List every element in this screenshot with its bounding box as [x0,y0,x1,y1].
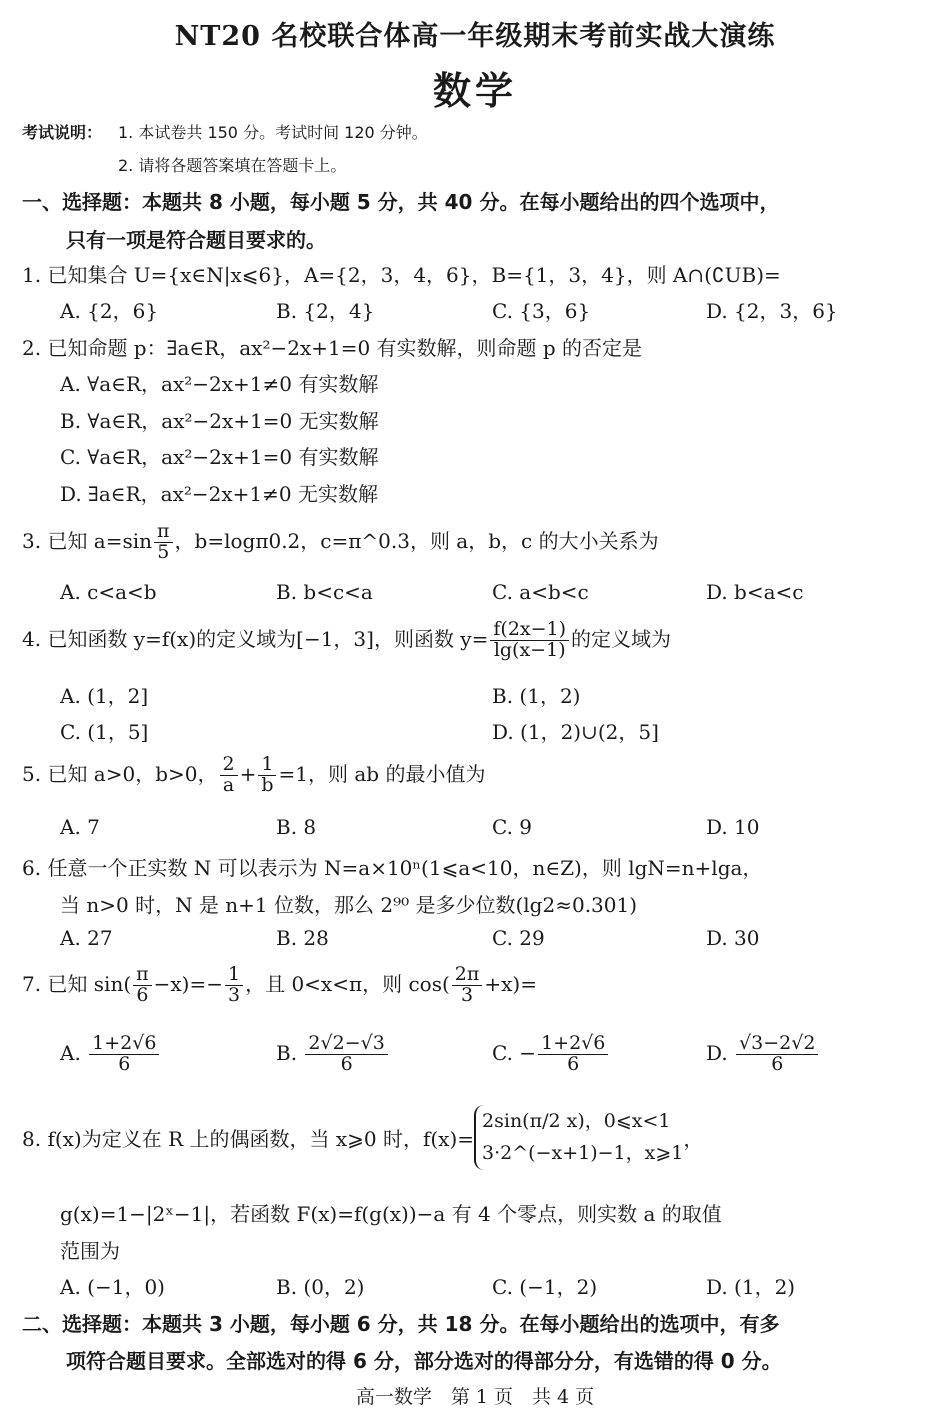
fraction: $\frac{2\pi}{3}$ [452,965,483,1006]
fraction: $\frac{\pi}{6}$ [133,965,152,1006]
q6-option-c: C. 29 [492,926,545,950]
section1-heading: 一、选择题：本题共 8 小题，每小题 5 分，共 40 分。在每小题给出的四个选项中， [22,190,780,214]
q1-option-c: C. {3，6} [492,299,591,323]
q4-option-a: A. (1，2] [60,684,149,708]
instruction-item-2: 2. 请将各题答案填在答题卡上。 [118,156,347,175]
fraction: $\frac{1}{3}$ [225,965,243,1006]
subject-title: 数学 [432,68,517,113]
section1-heading-cont: 只有一项是符合题目要求的。 [66,228,326,252]
q3-option-c: C. a<b<c [492,580,589,604]
q8-option-c: C. (−1，2) [492,1275,598,1299]
q1-option-d: D. {2，3，6} [706,299,838,323]
question-2-stem: 2. 已知命题 p：∃a∈R，ax²−2x+1=0 有实数解，则命题 p 的否定是 [22,336,643,360]
q6-option-a: A. 27 [60,926,113,950]
piecewise-brace: 2sin(π/2 x)，0⩽x<1 3·2^(−x+1)−1，x⩾1 [474,1105,683,1170]
question-5-stem: 5. 已知 a>0，b>0， $\frac{2}{a}$ + $\frac{1}{b}$ =1，则 ab 的最小值为 [22,753,486,796]
question-1-stem: 1. 已知集合 U={x∈N|x⩽6}，A={2，3，4，6}，B={1，3，4}，则 A∩(∁UB)= [22,263,781,287]
q7-option-b: B. $\frac{2√2-√3}{6}$ [276,1034,390,1075]
q6-option-b: B. 28 [276,926,329,950]
q1-option-b: B. {2，4} [276,299,375,323]
question-8-stem-cont2: 范围为 [60,1239,120,1263]
q2-option-b: B. ∀a∈R，ax²−2x+1=0 无实数解 [60,409,379,433]
q3-option-b: B. b<c<a [276,580,373,604]
q5-option-b: B. 8 [276,815,317,839]
q4-option-d: D. (1，2)∪(2，5] [492,720,659,744]
instructions-label: 考试说明： [22,123,103,142]
page-footer: 高一数学 第 1 页 共 4 页 [355,1386,595,1408]
q8-option-a: A. (−1，0) [60,1275,165,1299]
question-8-stem-cont: g(x)=1−|2ˣ−1|，若函数 F(x)=f(g(x))−a 有 4 个零点，则实数 a 的取值 [60,1202,722,1226]
q8-option-d: D. (1，2) [706,1275,796,1299]
q3-option-d: D. b<a<c [706,580,804,604]
question-4-stem: 4. 已知函数 y=f(x)的定义域为[−1，3]，则函数 y= $\frac{f(2x-1)}{\lg(x-1)}$ 的定义域为 [22,618,672,661]
section2-heading-cont: 项符合题目要求。全部选对的得 6 分，部分选对的得部分分，有选错的得 0 分。 [66,1349,782,1373]
instruction-item-1: 1. 本试卷共 150 分。考试时间 120 分钟。 [118,123,428,142]
section2-heading: 二、选择题：本题共 3 小题，每小题 6 分，共 18 分。在每小题给出的选项中，有多 [22,1312,780,1336]
q2-option-d: D. ∃a∈R，ax²−2x+1≠0 无实数解 [60,482,378,506]
question-8-stem: 8. f(x)为定义在 R 上的偶函数，当 x⩾0 时，f(x)=2sin(π/2 x)，0⩽x<1 3·2^(−x+1)−1，x⩾1， [22,1105,703,1170]
q2-option-c: C. ∀a∈R，ax²−2x+1=0 有实数解 [60,445,379,469]
exam-title: NT20 名校联合体高一年级期末考前实战大演练 [174,21,776,52]
q1-option-a: A. {2，6} [60,299,159,323]
q7-option-a: A. $\frac{1+2√6}{6}$ [60,1034,161,1075]
q5-option-d: D. 10 [706,815,760,839]
q7-option-c: C. − $\frac{1+2√6}{6}$ [492,1034,610,1075]
fraction: $\frac{2}{a}$ [220,755,238,796]
question-6-stem-cont: 当 n>0 时，N 是 n+1 位数，那么 2⁹⁰ 是多少位数(lg2≈0.301) [60,893,638,917]
q6-option-d: D. 30 [706,926,760,950]
q5-option-a: A. 7 [60,815,100,839]
q8-option-b: B. (0，2) [276,1275,365,1299]
q3-option-a: A. c<a<b [60,580,157,604]
q7-option-d: D. $\frac{√3-2√2}{6}$ [706,1034,820,1075]
question-3-stem: 3. 已知 a=sin $\frac{\pi}{5}$ ，b=logπ0.2，c=π^0.3，则 a，b，c 的大小关系为 [22,520,659,563]
fraction: $\frac{\pi}{5}$ [154,522,173,563]
q4-option-b: B. (1，2) [492,684,581,708]
question-7-stem: 7. 已知 sin( $\frac{\pi}{6}$ −x)=− $\frac{1}{3}$ ，且 0<x<π，则 cos( $\frac{2\pi}{3}$ +x)= [22,963,537,1006]
fraction: $\frac{1}{b}$ [258,755,276,796]
q5-option-c: C. 9 [492,815,533,839]
fraction: $\frac{f(2x-1)}{\lg(x-1)}$ [490,620,569,661]
q2-option-a: A. ∀a∈R，ax²−2x+1≠0 有实数解 [60,372,379,396]
q4-option-c: C. (1，5] [60,720,149,744]
question-6-stem: 6. 任意一个正实数 N 可以表示为 N=a×10ⁿ(1⩽a<10，n∈Z)，则 lgN=n+lga， [22,856,763,880]
